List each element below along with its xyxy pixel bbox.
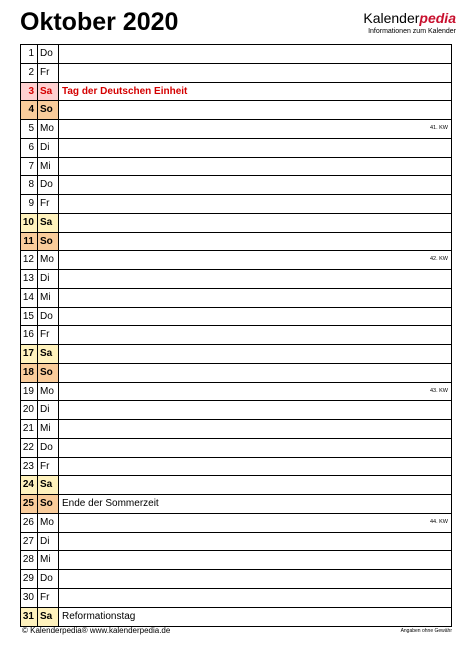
day-of-week: Sa [38,345,59,363]
day-row[interactable] [21,176,451,195]
day-entry-field[interactable] [59,551,451,569]
day-number: 31 [21,608,38,627]
day-row[interactable] [21,120,451,139]
day-number: 22 [21,439,38,457]
day-of-week: Mi [38,420,59,438]
day-row[interactable] [21,383,451,402]
day-of-week: Mi [38,158,59,176]
day-entry-field[interactable] [59,495,451,513]
day-number: 14 [21,289,38,307]
day-number: 6 [21,139,38,157]
day-of-week: Mo [38,120,59,138]
page-title: Oktober 2020 [20,8,179,36]
day-row[interactable] [21,401,451,420]
day-row[interactable] [21,270,451,289]
day-entry-field[interactable] [59,45,451,63]
day-number: 4 [21,101,38,119]
day-of-week: Di [38,139,59,157]
day-row[interactable] [21,476,451,495]
day-of-week: Sa [38,476,59,494]
day-of-week: Mo [38,514,59,532]
day-row[interactable] [21,326,451,345]
brand-name [363,10,456,26]
day-entry-field[interactable] [59,64,451,82]
day-number: 8 [21,176,38,194]
day-number: 20 [21,401,38,419]
day-row[interactable] [21,158,451,177]
day-number: 24 [21,476,38,494]
footer-disclaimer: Angaben ohne Gewähr [400,628,452,634]
day-of-week: Mi [38,289,59,307]
day-row[interactable] [21,251,451,270]
day-number: 25 [21,495,38,513]
day-entry-field[interactable] [59,233,451,251]
day-row[interactable] [21,308,451,327]
day-entry-field[interactable] [59,420,451,438]
day-row[interactable] [21,195,451,214]
day-of-week: Do [38,570,59,588]
day-entry-field[interactable] [59,251,451,269]
day-entry-field[interactable] [59,439,451,457]
day-of-week: Fr [38,326,59,344]
day-number: 21 [21,420,38,438]
brand-logo[interactable] [363,10,456,36]
day-of-week: So [38,101,59,119]
day-of-week: So [38,233,59,251]
day-entry-field[interactable] [59,570,451,588]
day-entry-field[interactable] [59,270,451,288]
day-number: 27 [21,533,38,551]
day-row[interactable] [21,64,451,83]
day-of-week: Mo [38,251,59,269]
day-number: 28 [21,551,38,569]
day-row[interactable] [21,608,451,627]
day-of-week: Sa [38,214,59,232]
day-of-week: Do [38,176,59,194]
day-entry-field[interactable] [59,514,451,532]
day-entry-field[interactable] [59,195,451,213]
day-entry-field[interactable] [59,364,451,382]
day-of-week: Mi [38,551,59,569]
day-number: 19 [21,383,38,401]
day-number: 30 [21,589,38,607]
day-entry-field[interactable] [59,120,451,138]
day-number: 2 [21,64,38,82]
day-entry-field[interactable] [59,176,451,194]
day-entry-field[interactable] [59,101,451,119]
day-of-week: Fr [38,64,59,82]
day-of-week: Fr [38,589,59,607]
day-entry-field[interactable] [59,139,451,157]
day-number: 11 [21,233,38,251]
week-number: 43. KW [429,387,448,394]
day-row[interactable] [21,458,451,477]
day-entry-field[interactable] [59,345,451,363]
brand-tagline: Informationen zum Kalender [368,28,456,35]
week-number: 42. KW [429,256,448,263]
day-number: 23 [21,458,38,476]
day-row[interactable] [21,345,451,364]
day-of-week: Fr [38,458,59,476]
day-number: 18 [21,364,38,382]
day-row[interactable] [21,289,451,308]
day-number: 10 [21,214,38,232]
day-entry-field[interactable] [59,289,451,307]
day-number: 17 [21,345,38,363]
day-note: Reformationstag [62,610,136,622]
day-of-week: Do [38,308,59,326]
day-number: 3 [21,83,38,101]
day-of-week: Di [38,533,59,551]
brand-name-accent: pedia [419,10,456,26]
day-row[interactable] [21,495,451,514]
day-note: Ende der Sommerzeit [62,498,159,509]
day-entry-field[interactable] [59,383,451,401]
day-row[interactable] [21,45,451,64]
day-of-week: Di [38,401,59,419]
day-entry-field[interactable] [59,401,451,419]
day-entry-field[interactable] [59,533,451,551]
day-row[interactable] [21,439,451,458]
week-number: 44. KW [429,518,448,525]
day-number: 29 [21,570,38,588]
day-of-week: Sa [38,83,59,101]
day-row[interactable] [21,589,451,608]
day-number: 26 [21,514,38,532]
day-number: 12 [21,251,38,269]
day-entry-field[interactable] [59,308,451,326]
day-entry-field[interactable] [59,214,451,232]
day-number: 9 [21,195,38,213]
day-number: 13 [21,270,38,288]
day-entry-field[interactable] [59,326,451,344]
day-number: 16 [21,326,38,344]
day-entry-field[interactable] [59,476,451,494]
day-row[interactable] [21,514,451,533]
calendar-table [20,44,452,627]
day-entry-field[interactable] [59,458,451,476]
day-number: 7 [21,158,38,176]
brand-name-plain: Kalender [363,10,420,26]
day-row[interactable] [21,101,451,120]
day-of-week: Do [38,45,59,63]
day-number: 5 [21,120,38,138]
day-row[interactable] [21,533,451,552]
day-of-week: Do [38,439,59,457]
day-of-week: Mo [38,383,59,401]
day-row[interactable] [21,233,451,252]
day-row[interactable] [21,551,451,570]
day-entry-field[interactable] [59,83,451,101]
day-of-week: So [38,495,59,513]
day-number: 15 [21,308,38,326]
day-entry-field[interactable] [59,589,451,607]
day-row[interactable] [21,364,451,383]
day-row[interactable] [21,139,451,158]
day-of-week: Fr [38,195,59,213]
day-of-week: Sa [38,608,59,627]
day-note: Tag der Deutschen Einheit [62,85,188,97]
day-row[interactable] [21,83,451,102]
day-entry-field[interactable] [59,608,451,627]
day-row[interactable] [21,570,451,589]
week-number: 41. KW [429,125,448,131]
day-of-week: So [38,364,59,382]
day-row[interactable] [21,214,451,233]
footer-copyright[interactable]: © Kalenderpedia® www.kalenderpedia.de [22,626,171,635]
day-row[interactable] [21,420,451,439]
day-entry-field[interactable] [59,158,451,176]
day-of-week: Di [38,270,59,288]
day-number: 1 [21,45,38,63]
